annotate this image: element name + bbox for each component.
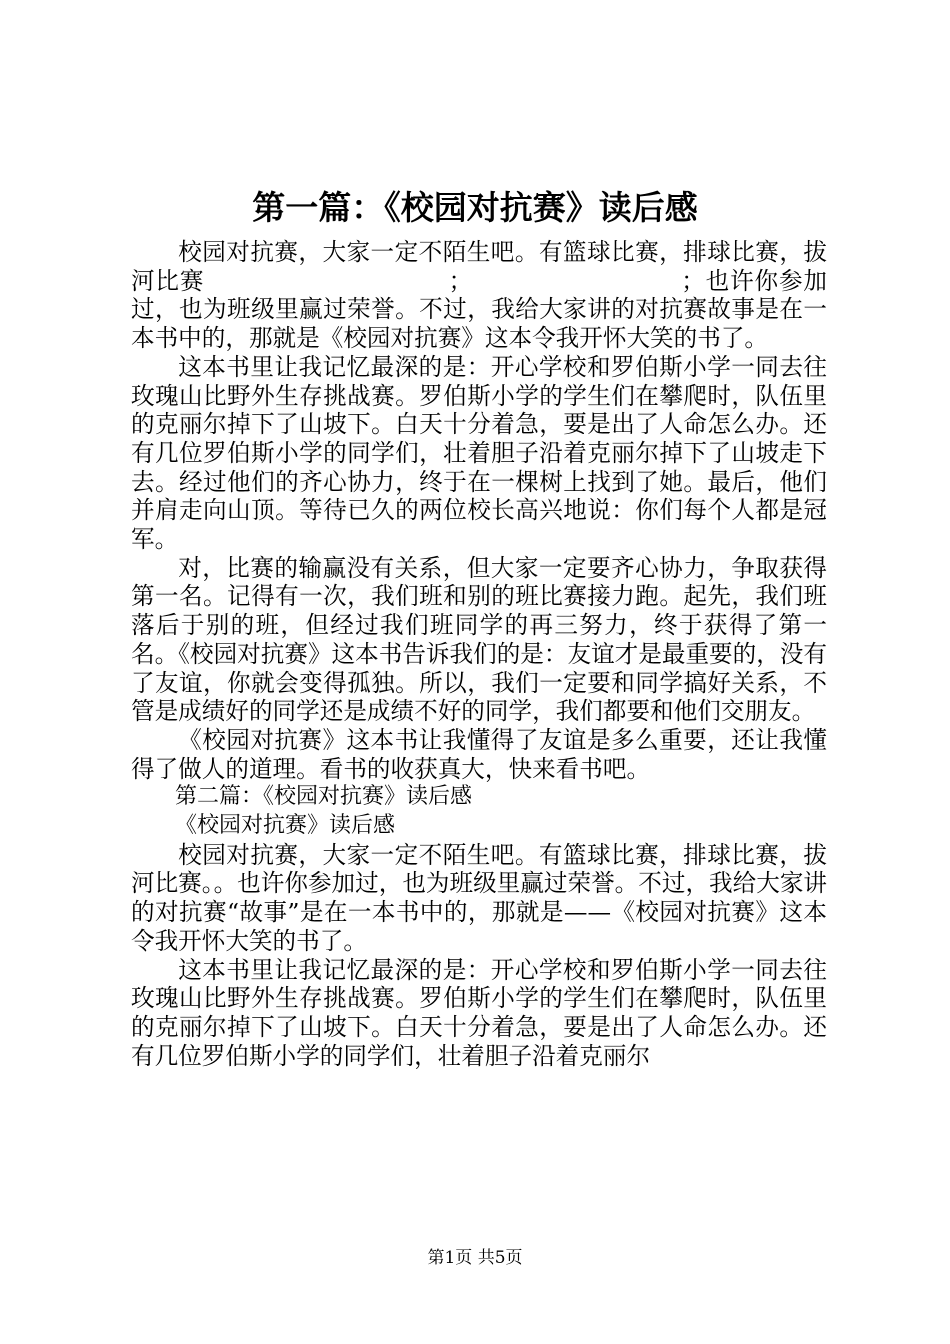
paragraph: 对，比赛的输赢没有关系，但大家一定要齐心协力，争取获得第一名。记得有一次，我们班和别的班比赛接力跑。起先，我们班落后于别的班，但经过我们班同学的再三努力，终于获得了第一名。《校园对抗赛》这本书告诉我们的是：友谊才是最重要的，没有了友谊，你就会变得孤独。所以，我们一定要和同学搞好关系，不管是成绩好的同学还是成绩不好的同学，我们都要和他们交朋友。	[131, 553, 828, 726]
subheading-book-title: 《校园对抗赛》读后感	[175, 813, 396, 839]
paragraph: 这本书里让我记忆最深的是：开心学校和罗伯斯小学一同去往玫瑰山比野外生存挑战赛。罗伯斯小学的学生们在攀爬时，队伍里的克丽尔掉下了山坡下。白天十分着急，要是出了人命怎么办。还有几位罗伯斯小学的同学们，壮着胆子沿着克丽尔掉下了山坡走下去。经过他们的齐心协力，终于在一棵树上找到了她。最后，他们并肩走向山顶。等待已久的两位校长高兴地说：你们每个人都是冠军。	[131, 352, 827, 554]
paragraph: 《校园对抗赛》这本书让我懂得了友谊是多么重要，还让我懂得了做人的道理。看书的收获真大，快来看书吧。	[131, 725, 827, 783]
paragraph: 这本书里让我记忆最深的是：开心学校和罗伯斯小学一同去往玫瑰山比野外生存挑战赛。罗伯斯小学的学生们在攀爬时，队伍里的克丽尔掉下了山坡下。白天十分着急，要是出了人命怎么办。还有几位罗伯斯小学的同学们，壮着胆子沿着克丽尔	[131, 955, 827, 1070]
page-number-footer: 第1页 共5页	[427, 1248, 523, 1268]
document-title: 第一篇：《校园对抗赛》读后感	[252, 188, 698, 227]
document-body	[131, 238, 827, 1070]
paragraph: 校园对抗赛，大家一定不陌生吧。有篮球比赛，排球比赛，拔河比赛 ； ；也许你参加过，也为班级里赢过荣誉。不过，我给大家讲的对抗赛故事是在一本书中的，那就是《校园对抗赛》这本令我开怀大笑的书了。	[131, 238, 827, 353]
subheading-second-article: 第二篇：《校园对抗赛》读后感	[175, 784, 473, 810]
paragraph: 校园对抗赛，大家一定不陌生吧。有篮球比赛，排球比赛，拔河比赛。。也许你参加过，也为班级里赢过荣誉。不过，我给大家讲的对抗赛“故事”是在一本书中的，那就是——《校园对抗赛》这本令我开怀大笑的书了。	[131, 840, 828, 955]
